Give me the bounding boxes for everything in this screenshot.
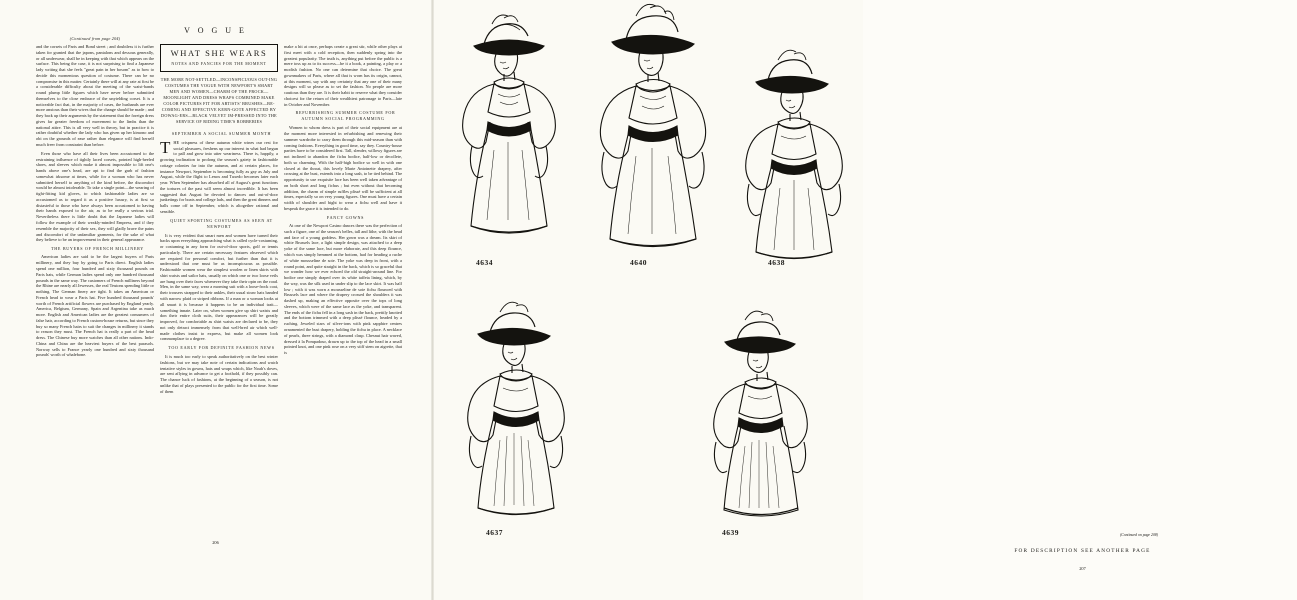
department-subtitle: NOTES AND FANCIES FOR THE MOMENT: [171, 61, 267, 67]
fashion-illustration-4638: [724, 46, 864, 260]
figure-caption: 4640: [630, 258, 647, 267]
fashion-illustration-4640: [564, 0, 734, 262]
paragraph-text: HE crispness of these autumn white wines our rest for social pleasures, freshens up our interest in what had begun to pall and grow into utter weariness. There is, happily, a growing inclination to prolong the season's gaiety in fashionable cottage colonies far into the autumn, and at certain places, for instance Newport, September is becoming fully as gay as July and August, while the flight to Lenox and Tuxedo becomes later each year. When September has absorbed all of August's great functions the tortures of the past will seem almost incredible. It has been suggested that August be devoted to dances and out-of-door junketings for boats and college lads, and then the great dinners and balls come off in September, which is altogether rational and sensible.: [160, 139, 278, 214]
department-box: [160, 44, 278, 72]
page-folio-right: 207: [1079, 566, 1086, 571]
figure-caption: 4638: [768, 258, 785, 267]
paragraph: and the corsets of Paris and Bond street ; and doubtless it is further taken for granted that the japons, pantalons and dessous generally, or all underwear, shall be in keeping with that which appears on the surface. This being the case, it is not surprising to find a Japanese lady writing that she feels "great pain in her bosom" as to how to decide this momentous question of costume. There can be no compromise in this matter. Certainly there will at any rate at first be a considerable difficulty about the meeting of the waist-bands round plump little figures which have never before submitted themselves to the close embrace of the unyielding corset. It is a noticeable fact that, in the majority of cases, the husbands are ever more anxious than their wives that the change should be made ; and they back up their arguments by the statement that the foreign dress gives far greater freedom of movement to the limbs than the national attire. This is all very well in theory, but in practice it is rather doubtful whether the lady who has given up her kimono and obi on the grounds of ease rather than elegance will find herself much freer from constraint than before.: [36, 44, 154, 148]
figure-caption: 4634: [476, 258, 493, 267]
continued-note-right: (Continued on page 208): [1119, 533, 1159, 537]
plate-description-note: FOR DESCRIPTION SEE ANOTHER PAGE: [1014, 548, 1151, 554]
drop-cap: T: [160, 137, 171, 157]
section-heading: TOO EARLY FOR DEFINITE FASHION NEWS: [168, 345, 275, 351]
left-column-3: [284, 44, 402, 359]
paragraph: It is much too early to speak authoritatively on the best winter fashions, but we may take note of certain indications and watch tentative styles in gowns, hats and wraps which, like Noah's doves, are sent aflying in advance to get a foothold, if they possibly can. The chance luck of fashions, at the beginning of a season, is not unlike that of plays presented to the public for the first time. Some of them: [160, 354, 278, 394]
section-heading: REFURBISHING SUMMER COSTUME FOR AUTUMN SOCIAL PROGRAMMING: [295, 110, 396, 122]
left-page: [0, 0, 431, 600]
section-heading: THE BUYERS OF FRENCH MILLINERY: [51, 246, 144, 252]
department-title: WHAT SHE WEARS: [170, 48, 268, 58]
section-heading: SEPTEMBER A SOCIAL SUMMER MONTH: [171, 131, 272, 137]
fashion-illustration-4639: [679, 310, 829, 530]
right-page: [434, 0, 1159, 600]
paragraph: At one of the Newport Casino dances there was the perfection of such a figure, one of the season's belles, tall and lithe, with the head and face of a young goddess. Her gown was a dream. Its skirt of white Brussels lace, a light simple design, was attached to a deep yoke of the same lace, but more elaborate, and this deep flounce, which was simply hemmed at the bottom, had for heading a ruche of white mousseline de soie. The yoke was deep in front, with a round point, and quite straight in the back, which is so graceful that we wonder how we ever echoed the old straight-around line. For bodice one simply draped over its white taffeta lining, which, by the way, was the silk used in under slip to the lace skirt. It was half low ; with it was worn a mousseline de soie fichu flounced with Brussels lace and where the drapery crossed the shoulders it was dashed up, making an effective opposite over the tops of long sleeves, which were of the same lace as the yoke, and transparent. The ends of the fichu fell in a long sash in the back, prettily knotted and the bottom trimmed with a deep plissé flounce, headed by a ruching. Jeweled stars of silver-ions with pink sapphire centres ornamented the bust drapery, holding the fichu in place. A necklace of pearls, three strings, with a diamond clasp. Chesnut hair waved, dressed à la Pompadour, drawn up to the top of the head in a small pointed knot, and one pink rose on a very stiff stem on aigrette, that is: [284, 223, 402, 356]
section-heading: FANCY GOWNS: [326, 214, 365, 220]
figure-caption: 4637: [486, 528, 503, 537]
paragraph-with-dropcap: [160, 137, 278, 215]
fashion-illustration-4637: [444, 300, 594, 528]
fashion-illustration-4634: [434, 10, 584, 260]
paragraph: make a hit at once, perhaps create a great stir, while other plays at first meet with a cold reception, then suddenly spring into the greatest popularity. The truth is, anything put before the public is a mere toss up as to its success—be it a book, a painting, a play or a modish fashion. No one can determine that choice. The great gownmakers of Paris, where all that is worn has its origin, cannot, at this moment, say with any certainty that any one of their many designs will so please as to set the fashion. No people are more cautious than they are. It is their habit to reserve what they consider choicest for the return of their wealthiest patronage to Paris—late in October and November.: [284, 44, 402, 107]
paragraph: It is very evident that smart men and women have turned their backs upon everything approaching what is called cycle-costuming, or costuming in any form for out-of-door sports, golf or tennis particularly. There are certain necessary features observed which are required for personal comfort, but further than that it is understood that one must be as inconspicuous as possible. Fashionable women wear the simplest woolen or linen skirts with shirt waists and sailor hats, usually on which one or two loose veils are hung over their faces whenever they take their opin on the road. Men, in the same way, wear a morning suit with a loose-frock coat, their trousers strapped to their ankles, their usual straw hats banded with narrow plaid or striped ribbons. If a man or a woman looks at all smart it is because it happens to be an individual trait—something innate. Later on, when women give up shirt waists and don their entire cloth suits, their appearances will be greatly improved, for comfortable as shirt waists are declared to be, they not only detract immensely from that well-bred air which well-made clothes insist to express, but make all women look commonplace to a degree.: [160, 232, 278, 342]
deck-summary: THE MORE NOT-SETTLED—INCONSPICUOUS OUT-ING COSTUMES THE VOGUE WITH NEWPORT'S SMART MEN AND WOMEN—CHARM OF THE FROCK—MOONLIGHT AND DRESS WRAPS COMBINED MAKE COLOR PICTURES FIT FOR ARTISTS' BRUSHES—BE-COMING AND EFFECTIVE KERN-GOTE AFFECTED BY DOWAG-ERS—BLACK VELVET IM-PRESSED INTO THE SERVICE OF RIDING TIME'S ROBBERIES: [160, 76, 278, 125]
continued-note: (Continued from page 204): [69, 36, 121, 41]
figure-caption: 4639: [722, 528, 739, 537]
section-heading: QUIET SPORTING COSTUMES AS SEEN AT NEWPORT: [170, 217, 273, 229]
left-column-1: [36, 44, 154, 361]
paragraph: Even those who have all their lives been accustomed to the restraining influence of tightly laced corsets, pointed high-heeled shoes, and sleeves which make it almost impossible to lift one's hands above one's head, are apt to find the garb of fashion somewhat irksome at times, while for a woman who has never submitted herself to anything of the kind before, the discomfort would be almost intolerable. To take a single point—the wearing of tight-fitting kid gloves, to which fashionable ladies are so accustomed as to regard it as a positive luxury, is at first so distasteful to those who have always been accustomed to having their hands exposed to the air, as to be really a serious trial. Nevertheless there is little doubt that the Japanese ladies will follow the example of their weakly-minded Empress, and if they resemble the majority of their sex, they will gladly brave the pains and discomfort of the unfamiliar garments, for the sake of what they believe to be an improvement in their general appearance.: [36, 150, 154, 243]
page-folio-left: 206: [212, 540, 219, 545]
paragraph: American ladies are said to be the largest buyers of Paris millinery, and they buy by going to Paris direct. English ladies spend one million, four hundred and sixty thousand pounds on Paris hats, while German ladies spend only one hundred thousand pounds in the same way. The customers of French milliners beyond the Rhine are nearly all Jewesses, the real Teutons spending little or nothing. The German finery are tight. It takes an American or French head to wear a Paris hat. Five hundred thousand pounds' worth of French artificial flowers are purchased by England yearly. America, Belgium, Germany, Spain and Argentina take as much more. English and American ladies are the greatest consumers of false hair, according to French custom-house returns, but since they buy so many French hairs to suit the changes in millinery it stands to reason they must. The French hat is really a part of the head dress. The Chinese buy more watches than all other nations. Indo-China and China are the heaviest buyers of the best parasols. Norway sells to France yearly one hundred and sixty thousand pounds' worth of whalebone.: [36, 254, 154, 358]
paragraph: Women to whom dress is part of their social equipment are at the moment more interested in refurbishing and renewing their summer wardrobe to carry them through this mid-season than with coming fashions. Everything in good time, say they. Country-house parties have to be considered first. Tall, slender, willowy figures are not inclined to abandon the fichu bodice, half-low or decollete, both so charming. With the half-high bodice so well in with one closed at the throat, this lovely Marie Antoinette drapery, after crossing at the bust, extends into a long sash, to be tied behind. The opportunity to use exquisite lace has been well taken advantage of on both short and long fichus ; but even without that becoming addition, the charm of simple ruffles plissé will be sufficient at all times, especially so on very young figures. One must have a certain width of shoulder and bight to wear a fichu well and have it bespeak the grace it is intended to do.: [284, 125, 402, 211]
left-column-2: [160, 44, 278, 397]
masthead: V O G U E: [184, 26, 247, 35]
